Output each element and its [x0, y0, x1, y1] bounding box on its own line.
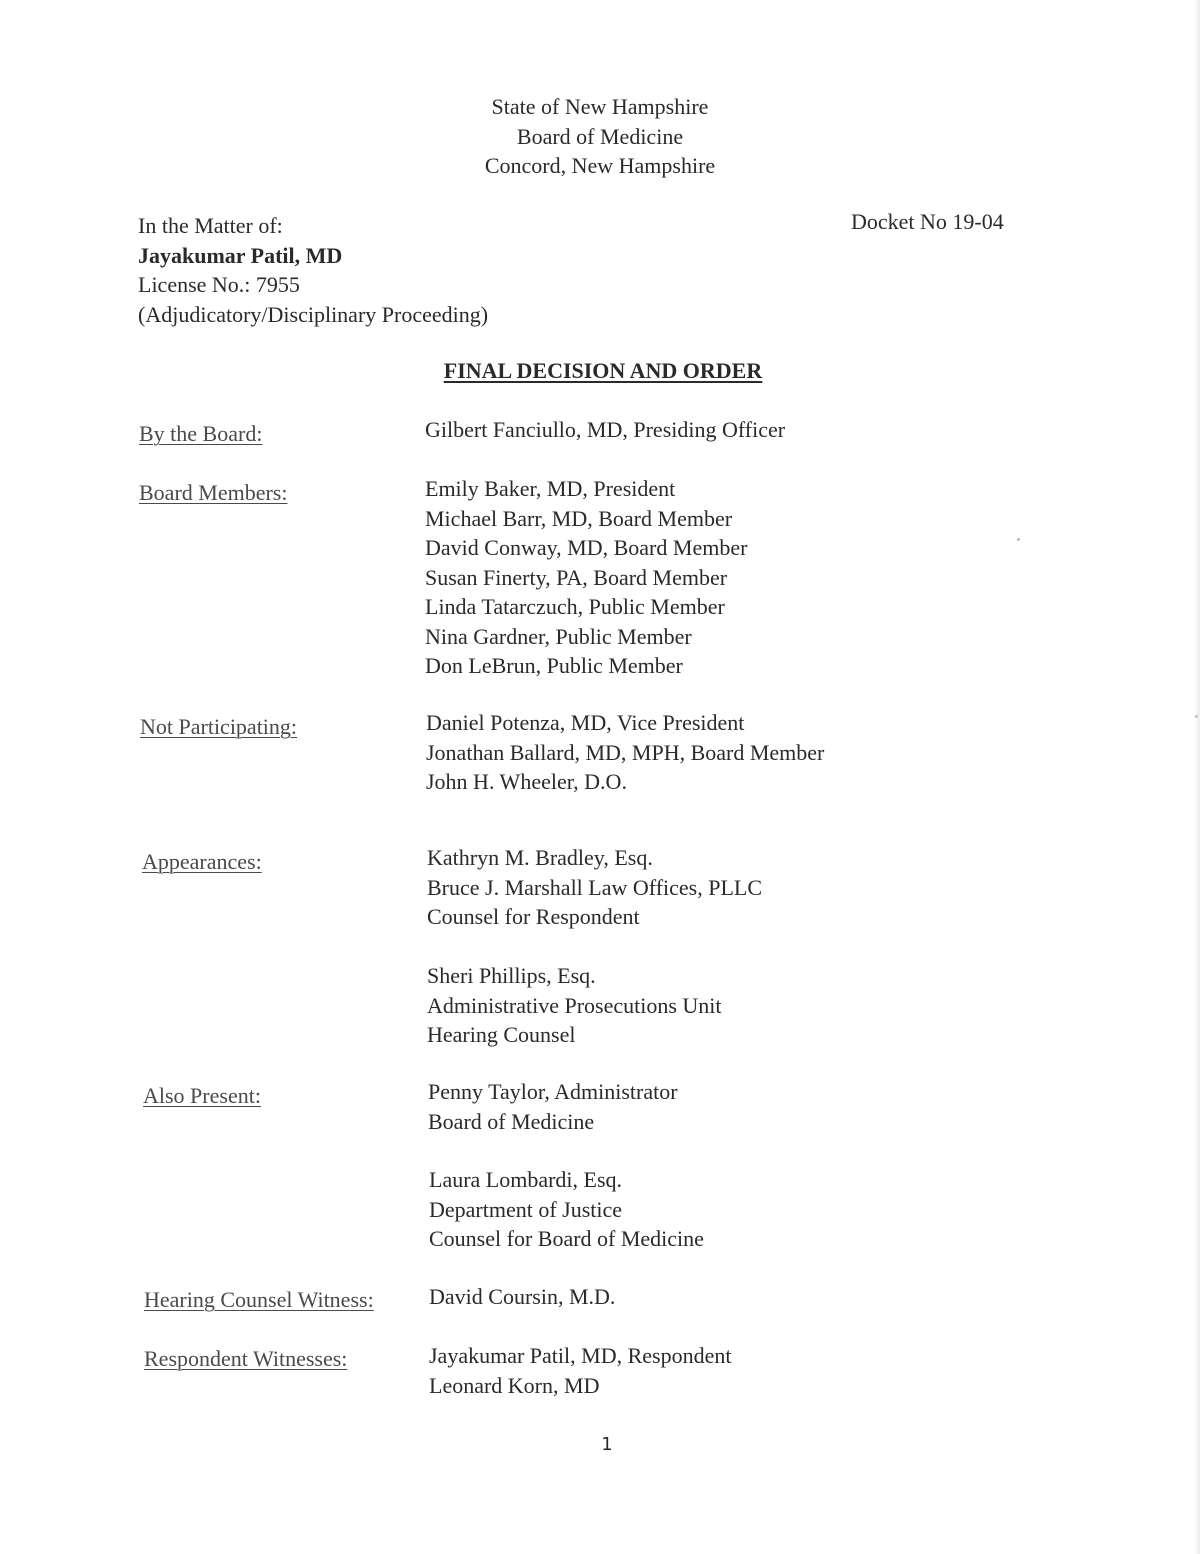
list-item: Kathryn M. Bradley, Esq. — [427, 845, 653, 870]
not-participating-label: Not Participating: — [140, 714, 298, 739]
list-item: Jonathan Ballard, MD, MPH, Board Member — [426, 739, 825, 765]
hearing-witness-list — [429, 1282, 615, 1312]
list-item: Don LeBrun, Public Member — [425, 653, 683, 678]
list-item: David Coursin, M.D. — [429, 1284, 616, 1309]
list-item: Daniel Potenza, MD, Vice President — [426, 710, 745, 735]
not-participating-list — [426, 708, 824, 797]
scan-speck — [1195, 715, 1198, 718]
respondent-witnesses-list — [429, 1341, 731, 1400]
respondent-witnesses-label: Respondent Witnesses: — [144, 1346, 348, 1371]
list-item: Hearing Counsel — [427, 1022, 576, 1047]
document-title — [0, 356, 1200, 386]
list-item: Laura Lombardi, Esq. — [429, 1167, 623, 1192]
list-item: Counsel for Respondent — [427, 904, 640, 929]
by-board-names — [425, 415, 785, 445]
presiding-officer: Gilbert Fanciullo, MD, Presiding Officer — [425, 417, 786, 442]
letterhead — [0, 92, 1200, 181]
list-item: Counsel for Board of Medicine — [429, 1226, 704, 1251]
document-title-text: FINAL DECISION AND ORDER — [443, 358, 763, 383]
docket-number: Docket No 19-04 — [851, 209, 1004, 234]
list-item: John H. Wheeler, D.O. — [426, 769, 627, 794]
page-number: 1 — [601, 1434, 613, 1455]
list-item: Leonard Korn, MD — [429, 1372, 600, 1398]
matter-intro: In the Matter of: — [138, 213, 283, 238]
list-item: Administrative Prosecutions Unit — [427, 992, 722, 1018]
board-members-label: Board Members: — [139, 480, 288, 505]
list-item: Bruce J. Marshall Law Offices, PLLC — [427, 874, 763, 900]
list-item: Nina Gardner, Public Member — [425, 623, 692, 649]
proceeding-type: (Adjudicatory/Disciplinary Proceeding) — [138, 301, 489, 327]
list-item: Emily Baker, MD, President — [425, 476, 676, 501]
appearances-label: Appearances: — [142, 849, 262, 874]
license-number: License No.: 7955 — [138, 272, 300, 297]
list-item: Board of Medicine — [428, 1108, 595, 1134]
letterhead-state: State of New Hampshire — [491, 94, 709, 119]
list-item: Penny Taylor, Administrator — [428, 1079, 678, 1104]
list-item: Michael Barr, MD, Board Member — [425, 505, 733, 531]
list-item: Linda Tatarczuch, Public Member — [425, 594, 725, 619]
also-present-administrator — [428, 1077, 678, 1136]
letterhead-board: Board of Medicine — [516, 123, 684, 149]
list-item: Susan Finerty, PA, Board Member — [425, 564, 728, 590]
appearances-respondent-counsel — [427, 843, 762, 932]
list-item: Jayakumar Patil, MD, Respondent — [429, 1343, 732, 1368]
board-members-list — [425, 474, 747, 681]
scan-edge — [1194, 0, 1200, 1554]
matter-block — [138, 211, 488, 329]
list-item: David Conway, MD, Board Member — [425, 535, 748, 560]
letterhead-city: Concord, New Hampshire — [484, 153, 716, 178]
list-item: Department of Justice — [429, 1196, 623, 1222]
list-item: Sheri Phillips, Esq. — [427, 963, 596, 988]
appearances-hearing-counsel — [427, 961, 722, 1050]
respondent-name: Jayakumar Patil, MD — [138, 242, 343, 268]
hearing-witness-label: Hearing Counsel Witness: — [144, 1287, 374, 1312]
scan-speck — [1017, 538, 1020, 541]
also-present-doj — [429, 1165, 704, 1254]
also-present-label: Also Present: — [143, 1083, 261, 1108]
by-board-label: By the Board: — [139, 421, 263, 446]
